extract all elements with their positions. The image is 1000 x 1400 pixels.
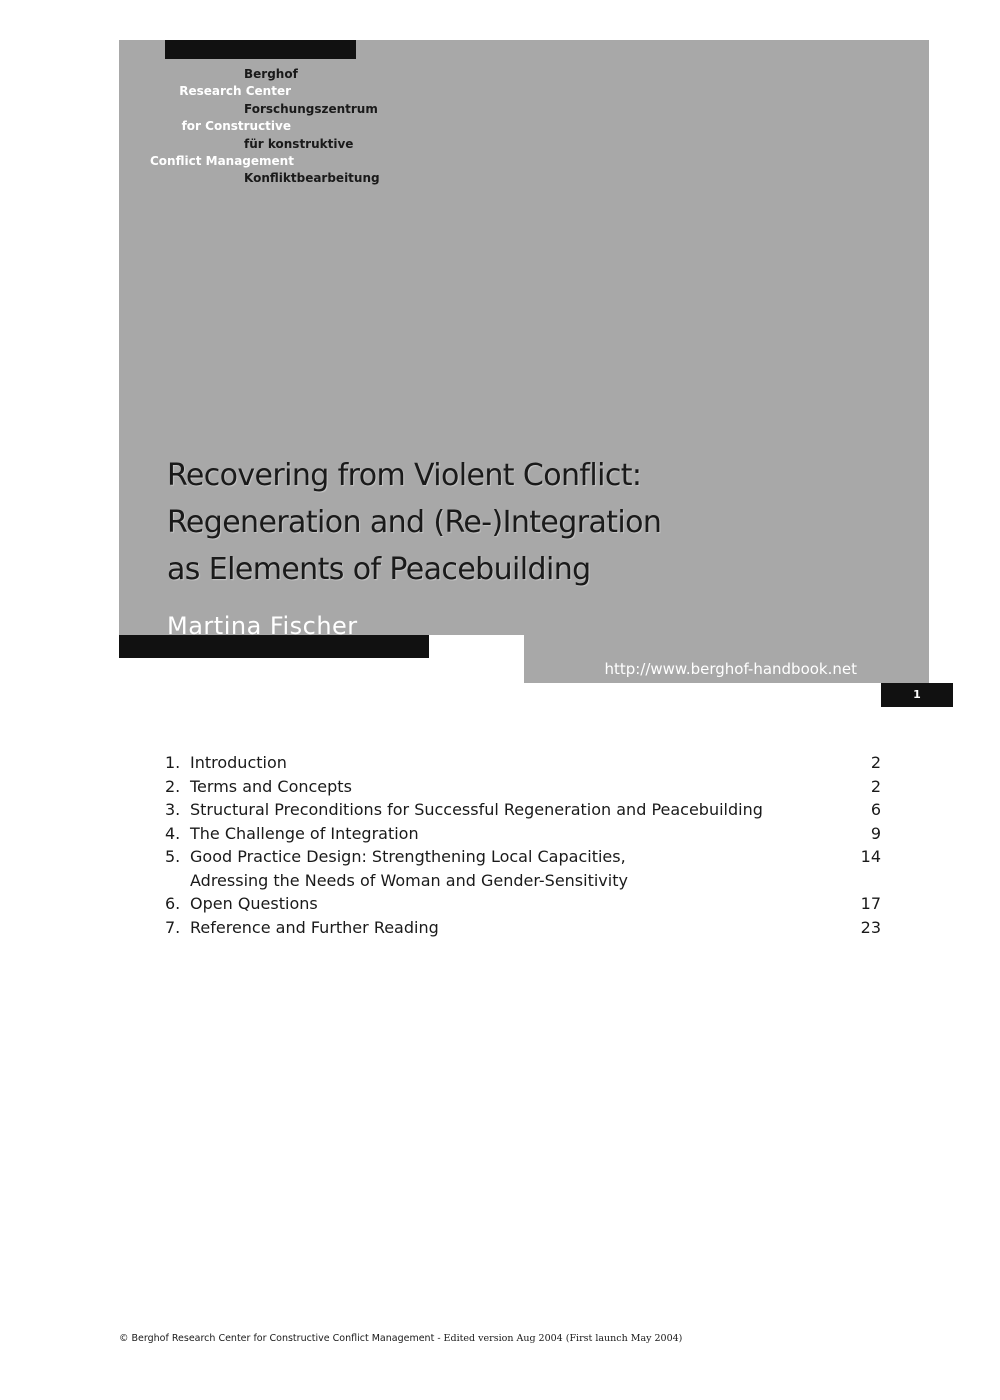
toc-number: 3. — [165, 800, 181, 819]
toc-page: 23 — [860, 917, 881, 937]
toc-page: 17 — [860, 894, 881, 913]
toc-entry-terms[interactable] — [165, 775, 881, 799]
logo-line: für konstruktive — [244, 136, 354, 151]
toc-page: 6 — [870, 800, 881, 819]
toc-number: 6. — [165, 894, 181, 913]
toc-entry-introduction[interactable] — [165, 751, 881, 775]
toc-number: 4. — [165, 823, 181, 843]
title-line: as Elements of Peacebuilding — [167, 552, 591, 587]
toc-number: 2. — [165, 776, 181, 796]
toc-entry-good-practice-continued[interactable] — [165, 869, 881, 893]
toc-title: Terms and Concepts — [190, 776, 352, 796]
toc-title: Introduction — [190, 753, 287, 772]
toc-number: 7. — [165, 917, 181, 937]
toc-entry-open-questions[interactable] — [165, 892, 881, 916]
logo-line: Research Center — [179, 84, 291, 99]
handbook-url[interactable]: http://www.berghof-handbook.net — [604, 660, 857, 678]
footer-org: © Berghof Research Center for Constructive Conflict Management — [119, 1333, 435, 1344]
toc-page: 9 — [870, 823, 881, 843]
logo-line: Forschungszentrum — [244, 101, 378, 116]
bottom-black-bar — [119, 635, 429, 658]
copyright-footer — [119, 1333, 682, 1344]
toc-title: The Challenge of Integration — [190, 823, 419, 843]
toc-page: 14 — [860, 847, 881, 866]
toc-entry-good-practice[interactable] — [165, 845, 881, 869]
toc-entry-structural[interactable] — [165, 798, 881, 822]
toc-page: 2 — [870, 753, 881, 772]
berghof-logo — [150, 66, 380, 188]
document-title — [167, 452, 907, 593]
table-of-contents — [165, 751, 881, 939]
title-line: Regeneration and (Re-)Integration — [167, 505, 662, 540]
title-line: Recovering from Violent Conflict: — [167, 458, 642, 493]
toc-page: 2 — [870, 776, 881, 796]
toc-title: Good Practice Design: Strengthening Local Capacities, — [190, 847, 626, 866]
toc-entry-references[interactable] — [165, 916, 881, 940]
logo-line: for Constructive — [181, 119, 291, 134]
toc-title: Adressing the Needs of Woman and Gender-Sensitivity — [190, 870, 628, 890]
logo-line: Berghof — [244, 67, 298, 81]
logo-line: Conflict Management — [150, 153, 294, 168]
toc-title: Open Questions — [190, 894, 318, 913]
author-name: Martina Fischer — [167, 612, 358, 635]
footer-edition: - Edited version Aug 2004 (First launch May 2004) — [434, 1333, 683, 1344]
top-black-bar — [165, 40, 356, 59]
toc-number: 5. — [165, 847, 181, 866]
logo-line: Konfliktbearbeitung — [244, 171, 380, 186]
toc-title: Reference and Further Reading — [190, 917, 439, 937]
toc-title: Structural Preconditions for Successful Regeneration and Peacebuilding — [190, 800, 763, 819]
toc-entry-integration[interactable] — [165, 822, 881, 846]
toc-number: 1. — [165, 753, 181, 772]
page-number-badge: 1 — [881, 683, 953, 707]
